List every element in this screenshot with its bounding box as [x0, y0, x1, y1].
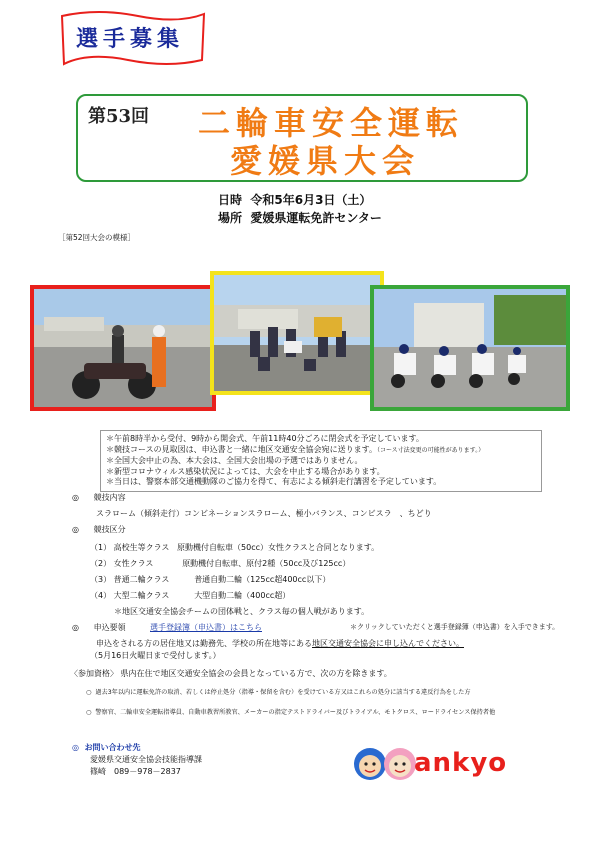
place-label: 場所	[218, 211, 243, 225]
apply-body-1b: 地区交通安全協会に申し込んでください。	[312, 639, 464, 648]
section-content-heading	[72, 492, 126, 503]
section-classes-heading	[72, 524, 126, 535]
section-marker: ◎	[72, 623, 79, 632]
event-date	[218, 191, 371, 208]
apply-body-1	[96, 638, 464, 649]
note-4: ＊新型コロナウィルス感染状況によっては、大会を中止する場合があります。	[106, 466, 385, 476]
event-number: 第53回	[88, 106, 150, 127]
class-no: （1）	[90, 543, 112, 552]
photo-rider-motorcycle	[30, 285, 216, 411]
qualification-item: ○ 警察官、二輪車安全運転指導員、自動車教習所教官、メーカーの指定テストドライバー及びトライアル、モトクロス、ロードライセンス保持者他	[86, 709, 496, 716]
class-desc: 原動機付自転車、原付2種（50cc及び125cc）	[182, 559, 351, 568]
class-row	[90, 590, 290, 601]
contact-heading	[72, 742, 141, 753]
date-label: 日時	[218, 193, 243, 207]
photo-police-motorcycles	[370, 285, 570, 411]
note-2-text: ＊競技コースの見取図は、申込書と一緒に地区交通安全協会宛に送ります。	[106, 444, 377, 454]
photos-caption: ［第52回大会の模様］	[58, 233, 136, 242]
class-no: （4）	[90, 591, 112, 600]
qualification-item: ○ 過去3年以内に運転免許の取消、若しくは停止処分（指導・保留を含む）を受けている方又はこれらの処分に該当する違反行為をした方	[86, 689, 471, 696]
event-title-line1: 二輪車安全運転	[198, 104, 465, 142]
section-content-body: スラローム（傾斜走行）コンビネーションスラローム、極小バランス、コンビスラ 、ちどり	[96, 509, 432, 518]
photo-group-winners	[210, 271, 384, 395]
contact-marker: ◎	[72, 743, 79, 752]
class-row	[90, 542, 379, 553]
event-title-line2: 愛媛県大会	[230, 142, 421, 180]
class-no: （2）	[90, 559, 112, 568]
note-1: ＊午前8時半から受付、9時から開会式、午前11時40分ごろに閉会式を予定しています。	[106, 434, 424, 443]
class-name: 高校生等クラス	[113, 543, 170, 552]
qualification-title: 〈参加資格〉	[70, 669, 118, 678]
class-name: 普通二輪クラス	[113, 575, 170, 584]
apply-body-1a: 申込をされる方の居住地又は勤務先、学校の所在地等にある	[96, 639, 312, 648]
note-5: ＊当日は、警察本部交通機動隊のご協力を得て、有志による傾斜走行講習を予定しています。	[106, 477, 442, 486]
place-value: 愛媛県運転免許センター	[250, 211, 382, 225]
qualification-item-text: 警察官、二輪車安全運転指導員、自動車教習所教官、メーカーの指定テストドライバー及びトライアル、モトクロス、ロードライセンス保持者他	[95, 709, 496, 716]
banner-title: 選手募集	[76, 26, 185, 52]
contact-org: 愛媛県交通安全協会技能指導課	[90, 755, 202, 764]
ankyo-logo-text: ankyo	[414, 748, 508, 778]
section-title: 競技内容	[93, 493, 126, 502]
date-value: 令和5年6月3日（土）	[250, 193, 372, 207]
mascot-logo	[350, 740, 420, 786]
classes-note: ＊地区交通安全協会チームの団体戦と、クラス毎の個人戦があります。	[114, 607, 370, 616]
class-desc: 普通自動二輪（125cc超400cc以下）	[194, 575, 331, 584]
class-desc: 原動機付自転車（50cc）女性クラスと合同となります。	[177, 543, 380, 552]
class-row	[90, 558, 350, 569]
class-no: （3）	[90, 575, 112, 584]
registration-link-note: ＊クリックしていただくと選手登録簿（申込書）を入手できます。	[350, 623, 560, 631]
note-2	[106, 445, 536, 457]
contact-person: 篠崎 089－978－2837	[90, 767, 181, 776]
event-title-box	[76, 94, 528, 182]
registration-form-link[interactable]: 選手登録簿（申込書）はこちら	[150, 623, 262, 632]
qualification-item-text: 過去3年以内に運転免許の取消、若しくは停止処分（指導・保留を含む）を受けている方又はこれらの処分に該当する違反行為をした方	[95, 689, 471, 696]
note-3: ＊全国大会中止の為、本大会は、全国大会出場の予選ではありません。	[106, 456, 363, 465]
class-desc: 大型自動二輪（400cc超）	[194, 591, 291, 600]
qualification-line	[70, 668, 392, 679]
section-marker: ◎	[72, 493, 79, 502]
section-apply-heading	[72, 622, 126, 633]
apply-deadline: （5月16日火曜日まで受付します。）	[90, 651, 221, 660]
qualification-body: 県内在住で地区交通安全協会の会員となっている方で、次の方を除きます。	[120, 669, 392, 678]
class-name: 大型二輪クラス	[113, 591, 170, 600]
section-marker: ◎	[72, 525, 79, 534]
contact-title: お問い合わせ先	[84, 743, 141, 752]
event-place	[218, 209, 382, 226]
recruit-banner	[58, 10, 208, 68]
class-row	[90, 574, 330, 585]
section-title: 申込要領	[93, 623, 126, 632]
section-title: 競技区分	[93, 525, 126, 534]
notes-box	[100, 430, 542, 492]
class-name: 女性クラス	[113, 559, 154, 568]
note-2-small: （コース寸法変更の可能性があります。）	[376, 446, 485, 454]
